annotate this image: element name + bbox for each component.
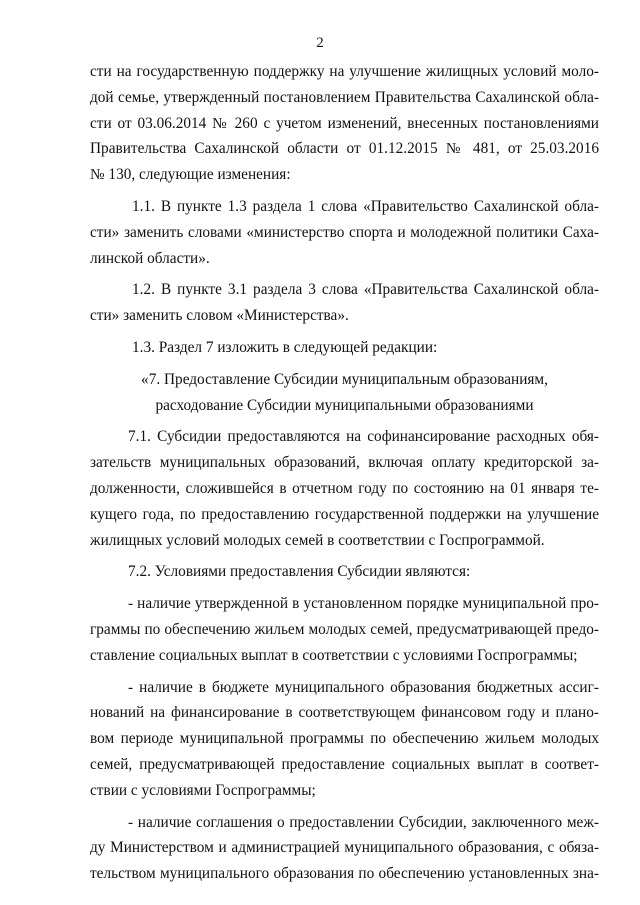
text-line: вом периоде муниципальной программы по обеспечению жильем молодых: [90, 730, 599, 748]
text-line: 7.2. Условиями предоставления Субсидии являются:: [128, 563, 471, 581]
text-line: зательств муниципальных образований, включая оплату кредиторской за-: [90, 454, 599, 472]
text-line: 1.3. Раздел 7 изложить в следующей редакции:: [132, 338, 438, 356]
text-line: ду Министерством и администрацией муниципального образования, с обяза-: [90, 839, 599, 857]
text-line: сти» заменить словами «министерство спорта и молодежной политики Саха-: [90, 223, 599, 241]
text-line: - наличие в бюджете муниципального образования бюджетных ассиг-: [128, 678, 599, 696]
text-line: № 130, следующие изменения:: [90, 166, 291, 184]
text-line: ставление социальных выплат в соответствии с условиями Госпрограммы;: [90, 646, 578, 664]
text-line: граммы по обеспечению жильем молодых семей, предусматривающей предо-: [90, 620, 599, 638]
text-line: сти от 03.06.2014 № 260 с учетом изменений, внесенных постановлениями: [90, 114, 599, 132]
text-line: сти на государственную поддержку на улучшение жилищных условий моло-: [90, 63, 599, 80]
text-line: долженности, сложившейся в отчетном году по состоянию на 01 января те-: [90, 479, 599, 497]
text-line: - наличие соглашения о предоставлении Субсидии, заключенного меж-: [128, 813, 599, 831]
page-number: 2: [316, 35, 324, 51]
document-body: [90, 59, 599, 887]
text-line: 1.2. В пункте 3.1 раздела 3 слова «Правительства Сахалинской обла-: [132, 281, 599, 299]
text-line: ствии с условиями Госпрограммы;: [90, 781, 316, 799]
text-line: 1.1. В пункте 1.3 раздела 1 слова «Правительство Сахалинской обла-: [132, 197, 599, 215]
section-heading: «7. Предоставление Субсидии муниципальным образованиям,: [141, 370, 548, 388]
text-line: дой семье, утвержденный постановлением Правительства Сахалинской обла-: [90, 88, 599, 106]
text-line: линской области».: [90, 249, 210, 267]
section-heading: расходование Субсидии муниципальными образованиями: [155, 396, 534, 414]
text-line: - наличие утвержденной в установленном порядке муниципальной про-: [128, 595, 599, 613]
text-line: семей, предусматривающей предоставление социальных выплат в соответ-: [90, 755, 599, 773]
text-line: сти» заменить словом «Министерства».: [90, 307, 349, 325]
text-line: Правительства Сахалинской области от 01.12.2015 № 481, от 25.03.2016: [90, 140, 599, 158]
text-line: тельством муниципального образования по обеспечению установленных зна-: [90, 865, 599, 883]
text-line: 7.1. Субсидии предоставляются на софинансирование расходных обя-: [128, 428, 599, 446]
text-line: жилищных условий молодых семей в соответствии с Госпрограммой.: [90, 531, 545, 549]
text-line: нований на финансирование в соответствующем финансовом году и плано-: [90, 704, 599, 722]
text-line: кущего года, по предоставлению государственной поддержки на улучшение: [90, 505, 599, 523]
